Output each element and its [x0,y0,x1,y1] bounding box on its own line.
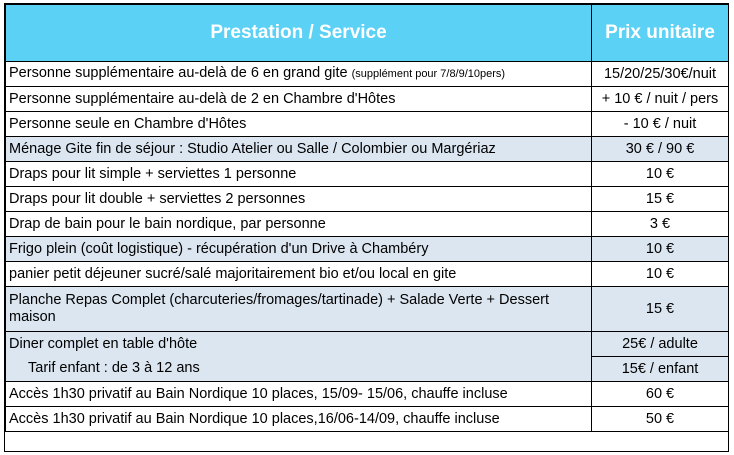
price-table-container [4,3,729,452]
table-row [6,287,729,332]
table-row [6,382,729,407]
row-price: - 10 € / nuit [592,112,729,137]
row-price: 10 € [592,237,729,262]
table-row [6,262,729,287]
row-price: 3 € [592,212,729,237]
row-description: Planche Repas Complet (charcuteries/fromages/tartinade) + Salade Verte + Dessert maison [6,287,592,332]
row-note: (supplément pour 7/8/9/10pers) [351,68,506,80]
row-description-text: Personne supplémentaire au-delà de 6 en grand gite [9,65,348,81]
row-description: Personne supplémentaire au-delà de 2 en Chambre d'Hôtes [6,87,592,112]
table-row [6,62,729,87]
row-price: + 10 € / nuit / pers [592,87,729,112]
header-price: Prix unitaire [592,5,729,62]
row-price: 15 € [592,287,729,332]
row-price: 15/20/25/30€/nuit [592,62,729,87]
table-row [6,357,729,382]
row-description: Drap de bain pour le bain nordique, par personne [6,212,592,237]
row-description: Diner complet en table d'hôte [6,332,592,357]
table-row [6,237,729,262]
row-price: 10 € [592,262,729,287]
row-price: 50 € [592,407,729,432]
row-description: Accès 1h30 privatif au Bain Nordique 10 places,16/06-14/09, chauffe incluse [6,407,592,432]
table-header-row [6,5,729,62]
row-description: Frigo plein (coût logistique) - récupération d'un Drive à Chambéry [6,237,592,262]
row-description: Draps pour lit simple + serviettes 1 personne [6,162,592,187]
row-price: 10 € [592,162,729,187]
row-description [6,62,592,87]
row-description: panier petit déjeuner sucré/salé majoritairement bio et/ou local en gite [6,262,592,287]
price-table [5,4,729,432]
row-price: 25€ / adulte [592,332,729,357]
row-price: 60 € [592,382,729,407]
header-service: Prestation / Service [6,5,592,62]
row-description: Tarif enfant : de 3 à 12 ans [6,357,592,382]
row-description: Draps pour lit double + serviettes 2 personnes [6,187,592,212]
table-row [6,87,729,112]
row-description: Ménage Gite fin de séjour : Studio Atelier ou Salle / Colombier ou Margériaz [6,137,592,162]
row-description: Accès 1h30 privatif au Bain Nordique 10 places, 15/09- 15/06, chauffe incluse [6,382,592,407]
row-price: 30 € / 90 € [592,137,729,162]
table-row [6,137,729,162]
table-row [6,162,729,187]
table-row [6,212,729,237]
table-row [6,332,729,357]
table-row [6,187,729,212]
table-row [6,112,729,137]
table-row [6,407,729,432]
row-description: Personne seule en Chambre d'Hôtes [6,112,592,137]
row-price: 15 € [592,187,729,212]
row-price: 15€ / enfant [592,357,729,382]
